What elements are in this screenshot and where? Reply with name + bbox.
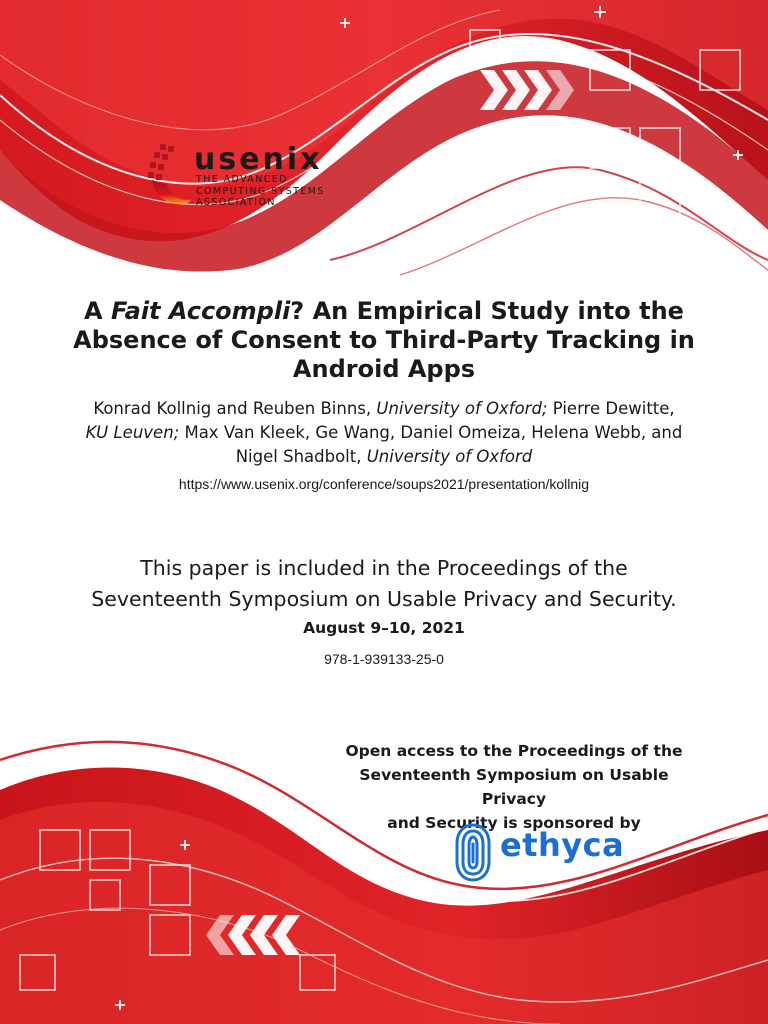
paper-title <box>40 297 728 384</box>
title-rest: ? An Empirical Study into the Absence of Consent to Third-Party Tracking in Android Apps <box>73 297 695 383</box>
authors-line <box>40 445 728 469</box>
proceedings-line: Seventeenth Symposium on Usable Privacy and Security. <box>91 587 677 611</box>
ethyca-wordmark: ethyca <box>500 826 625 864</box>
fingerprint-icon <box>452 822 494 884</box>
usenix-wordmark: usenix <box>194 142 323 177</box>
usenix-tagline-line: ASSOCIATION <box>196 197 276 208</box>
usenix-tagline-line: THE ADVANCED <box>196 174 288 185</box>
usenix-tagline-line: COMPUTING SYSTEMS <box>196 185 325 197</box>
conference-date: August 9–10, 2021 <box>303 619 465 637</box>
author-affiliation: University of Oxford <box>366 447 533 466</box>
author-names: Max Van Kleek, Ge Wang, Daniel Omeiza, Helena Webb, and <box>179 423 683 442</box>
sponsor-statement <box>338 739 690 835</box>
sponsor-line: and Security is sponsored by <box>387 814 641 832</box>
proceedings-line: This paper is included in the Proceedings of the <box>140 556 628 580</box>
authors-line <box>40 397 728 421</box>
usenix-tagline <box>196 174 325 209</box>
usenix-emblem-icon <box>148 144 192 210</box>
paper-url-link[interactable]: https://www.usenix.org/conference/soups2021/presentation/kollnig <box>178 476 590 492</box>
author-affiliation: University of Oxford; <box>376 399 548 418</box>
paper-authors <box>40 397 728 469</box>
author-names: Nigel Shadbolt, <box>235 447 367 466</box>
title-italic: Fait Accompli <box>110 297 291 325</box>
proceedings-statement <box>40 553 728 615</box>
isbn: 978-1-939133-25-0 <box>324 651 444 667</box>
top-wave-band <box>0 0 768 275</box>
title-prefix: A <box>84 297 111 325</box>
ethyca-logo <box>452 822 632 886</box>
usenix-logo <box>148 140 368 220</box>
authors-line <box>40 421 728 445</box>
sponsor-line: Open access to the Proceedings of the <box>345 742 683 760</box>
author-names: Pierre Dewitte, <box>547 399 675 418</box>
author-names: Konrad Kollnig and Reuben Binns, <box>93 399 377 418</box>
author-affiliation: KU Leuven; <box>85 423 180 442</box>
sponsor-line: Seventeenth Symposium on Usable Privacy <box>359 766 669 808</box>
